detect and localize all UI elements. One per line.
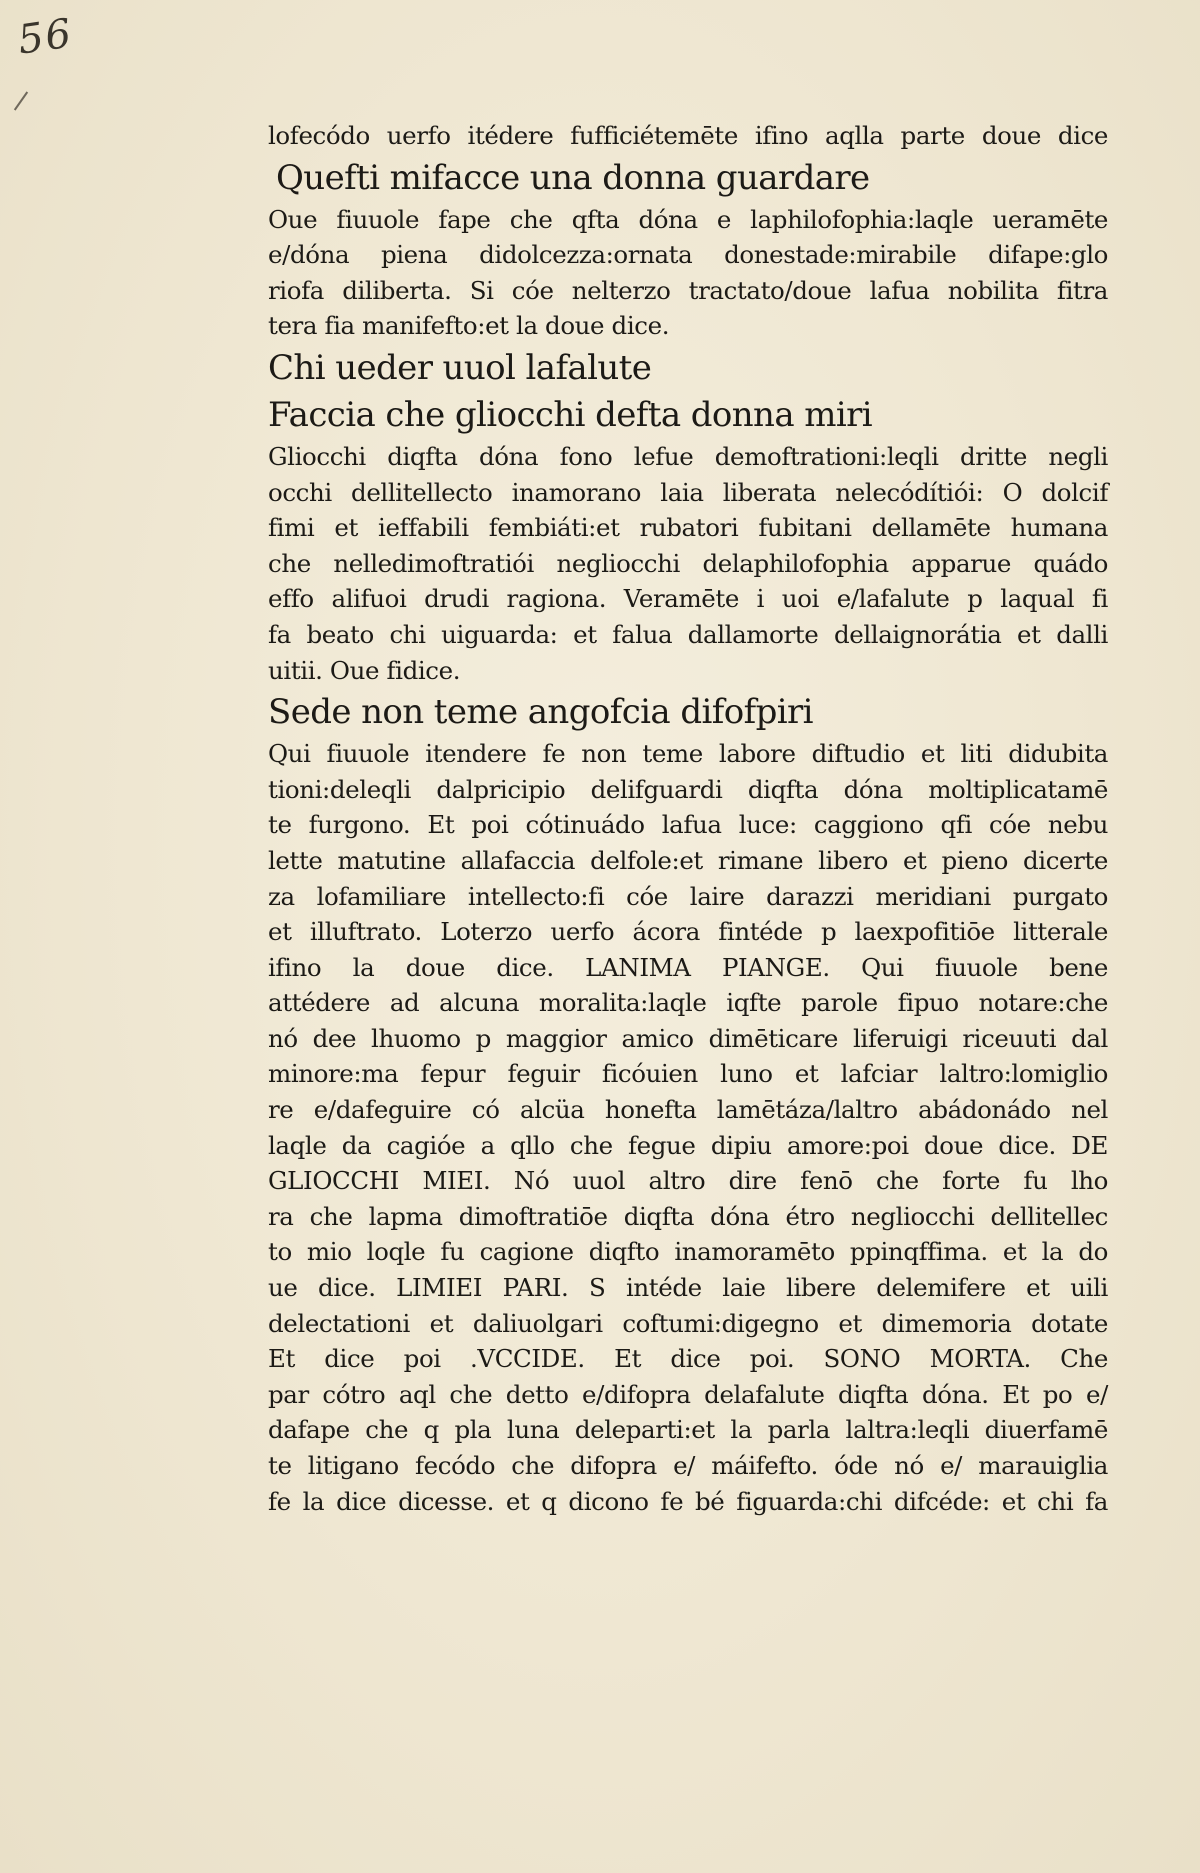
text-line: fa beato chi uiguarda: et falua dallamorte dellaignorátia et dalli — [268, 619, 1108, 649]
text-line: te furgono. Et poi cótinuádo lafua luce: caggiono qfi cóe nebu — [268, 810, 1108, 840]
text-line: nó dee lhuomo p maggior amico dimēticare liferuigi riceuuti dal — [268, 1023, 1108, 1053]
text-line: effo alifuoi drudi ragiona. Veramēte i uoi e/lafalute p laqual fi — [268, 584, 1108, 614]
text-line: to mio loqle fu cagione diqfto inamoramēto ppinqffima. et la do — [268, 1237, 1108, 1267]
text-line: uitii. Oue fidice. — [268, 655, 461, 685]
text-line: che nelledimoftratiói negliocchi delaphilofophia apparue quádo — [268, 548, 1108, 578]
text-line: ra che lapma dimoftratiōe diqfta dóna étro negliocchi dellitellec — [268, 1201, 1108, 1231]
text-line: riofa diliberta. Si cóe nelterzo tractato/doue lafua nobilita fitra — [268, 275, 1108, 305]
text-line: lofecódo uerfo itédere fufficiétemēte ifino aqlla parte doue dice — [268, 121, 1108, 150]
text-line: attédere ad alcuna moralita:laqle iqfte parole fipuo notare:che — [268, 988, 1108, 1018]
text-block — [268, 118, 1108, 1519]
text-line: tera fia manifefto:et la doue dice. — [268, 311, 670, 341]
text-line: et illuftrato. Loterzo uerfo ácora fintéde p laexpofitiōe litterale — [268, 917, 1108, 947]
text-line: Gliocchi diqfta dóna fono lefue demoftrationi:leqli dritte negli — [268, 441, 1108, 471]
text-line: re e/dafeguire có alcüa honefta lamētáza/laltro abádonádo nel — [268, 1095, 1108, 1125]
text-line: dafape che q pla luna deleparti:et la parla laltra:leqli diuerfamē — [268, 1415, 1108, 1445]
verse-quote: Quefti mifacce una donna guardare — [276, 157, 870, 198]
text-line: tioni:deleqli dalpricipio delifguardi diqfta dóna moltiplicatamē — [268, 774, 1108, 804]
text-line: ue dice. LIMIEI PARI. S intéde laie libere delemifere et uili — [268, 1273, 1108, 1303]
verse-quote: Sede non teme angofcia difofpiri — [268, 692, 813, 733]
text-line: ifino la doue dice. LANIMA PIANGE. Qui fiuuole bene — [268, 952, 1108, 982]
text-line: e/dóna piena didolcezza:ornata donestade:mirabile difape:glo — [268, 240, 1108, 270]
text-line: fimi et ieffabili fembiáti:et rubatori fubitani dellamēte humana — [268, 513, 1108, 543]
text-line: delectationi et daliuolgari coftumi:digegno et dimemoria dotate — [268, 1308, 1108, 1338]
text-line: Et dice poi .VCCIDE. Et dice poi. SONO MORTA. Che — [268, 1344, 1108, 1374]
margin-folio-note: 56 — [15, 10, 76, 64]
text-line: fe la dice dicesse. et q dicono fe bé figuarda:chi difcéde: et chi fa — [268, 1486, 1108, 1516]
text-line: lette matutine allafaccia delfole:et rimane libero et pieno dicerte — [268, 845, 1108, 875]
text-line: par cótro aql che detto e/difopra delafalute diqfta dóna. Et po e/ — [268, 1379, 1108, 1409]
text-line: za lofamiliare intellecto:fi cóe laire darazzi meridiani purgato — [268, 881, 1108, 911]
text-line: occhi dellitellecto inamorano laia liberata nelecódítiói: O dolcif — [268, 477, 1108, 507]
text-line: te litigano fecódo che difopra e/ máifefto. óde nó e/ marauiglia — [268, 1451, 1108, 1480]
text-line: Qui fiuuole itendere fe non teme labore diftudio et liti didubita — [268, 739, 1108, 769]
text-line: GLIOCCHI MIEI. Nó uuol altro dire fenō che forte fu lho — [268, 1166, 1108, 1196]
text-line: Oue fiuuole fape che qfta dóna e laphilofophia:laqle ueramēte — [268, 204, 1108, 234]
text-line: laqle da cagióe a qllo che fegue dipiu amore:poi doue dice. DE — [268, 1130, 1108, 1160]
margin-pen-stroke — [14, 91, 28, 110]
text-line: minore:ma fepur feguir ficóuien luno et lafciar laltro:lomiglio — [268, 1059, 1108, 1089]
verse-quote: Chi ueder uuol lafalute — [268, 347, 652, 388]
verse-quote: Faccia che gliocchi defta donna miri — [268, 394, 873, 435]
